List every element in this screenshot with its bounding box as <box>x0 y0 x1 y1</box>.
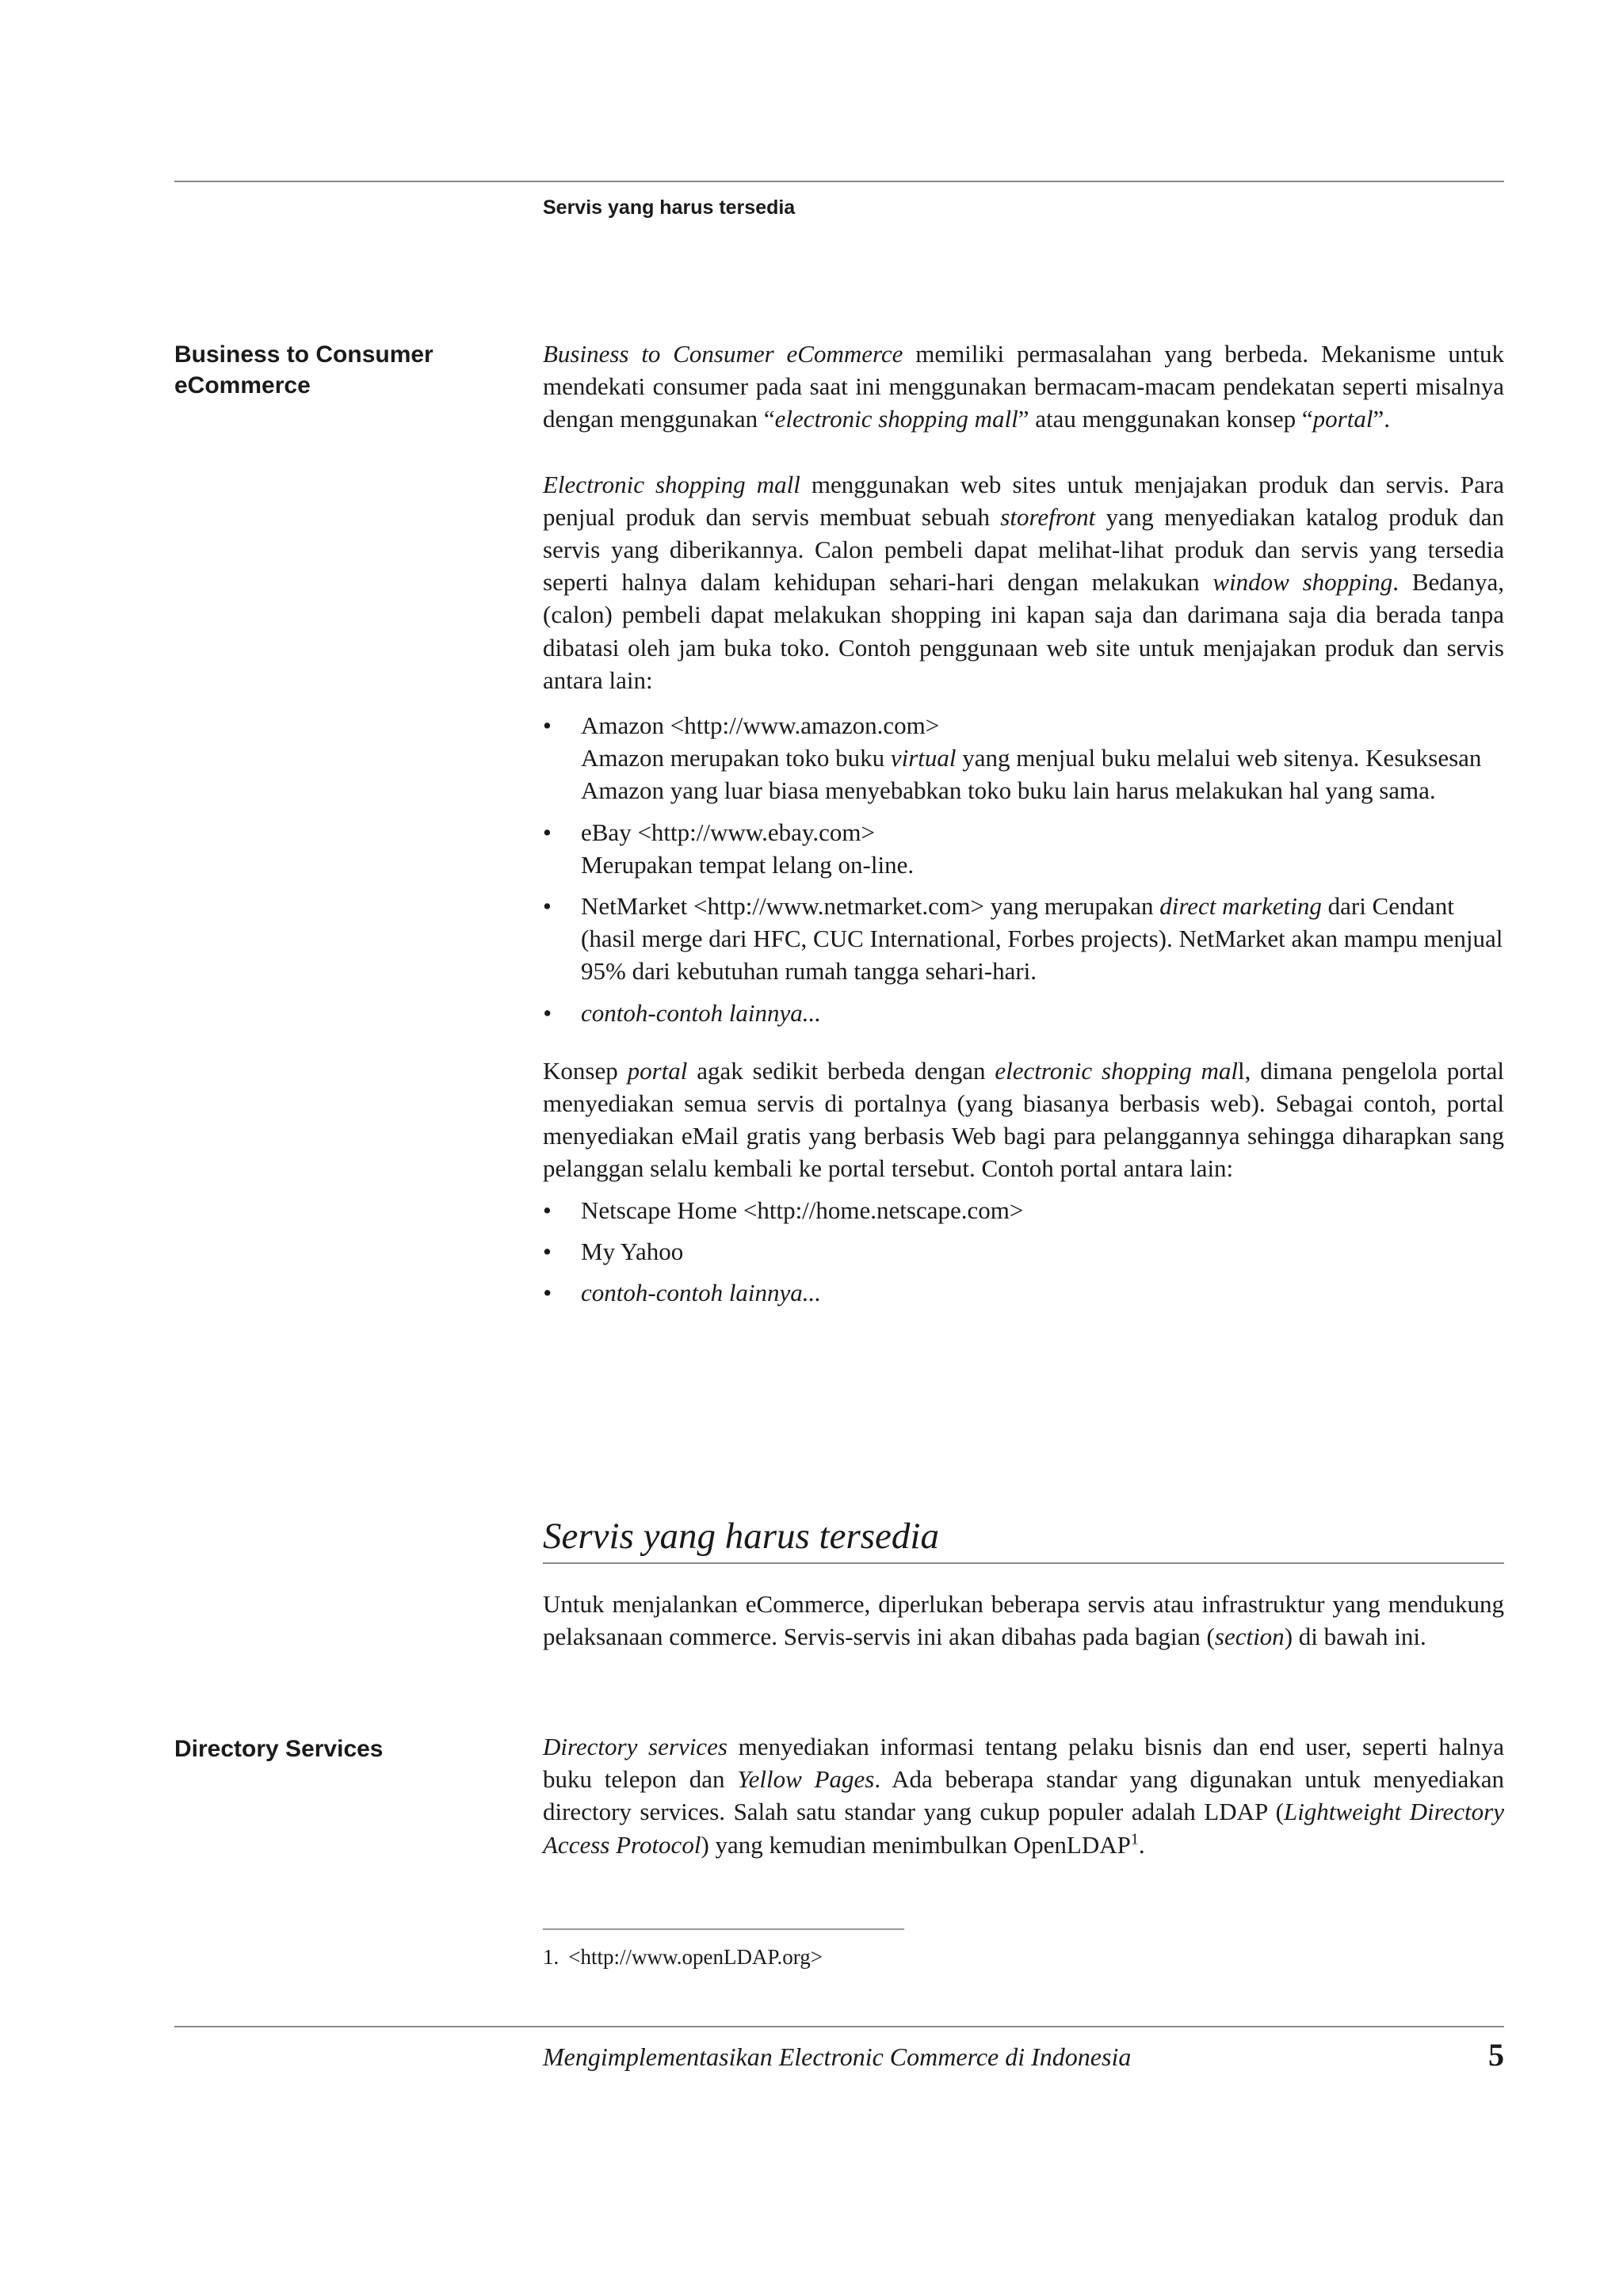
footnote-rule <box>543 1928 904 1930</box>
b2c-paragraph-3: Konsep portal agak sedikit berbeda dengan electronic shopping mall, dimana pengelola portal menyediakan semua servis di portalnya (yang biasanya berbasis web). Sebagai contoh, portal menyediakan eMail gratis yang berbasis Web bagi para pelanggannya sehingga diharapkan sang pelanggan selalu kembali ke portal tersebut. Contoh portal antara lain: <box>543 1056 1504 1183</box>
shopping-mall-examples-list <box>543 709 1504 1029</box>
footer-title: Mengimplementasikan Electronic Commerce di Indonesia <box>543 2042 1132 2071</box>
b2c-paragraph-1: Business to Consumer eCommerce memiliki permasalahan yang berbeda. Mekanisme untuk mendekati consumer pada saat ini menggunakan bermacam-macam pendekatan seperti misalnya dengan menggunakan “electronic shopping mall” atau menggunakan konsep “portal”. <box>543 340 1505 433</box>
side-heading-directory: Directory Services <box>174 1736 384 1762</box>
section-intro-paragraph: Untuk menjalankan eCommerce, diperlukan beberapa servis atau infrastruktur yang mendukung pelaksanaan commerce. Servis-servis ini akan dibahas pada bagian (section) di bawah ini. <box>543 1590 1504 1651</box>
list-item-amazon: • Amazon <http://www.amazon.com> Amazon merupakan toko buku virtual yang menjual buku melalui web sitenya. Kesuksesan Amazon yang luar biasa menyebabkan toko buku lain harus melakukan hal yang sama. <box>543 709 1504 807</box>
list-item-others: • contoh-contoh lainnya... <box>543 997 1504 1029</box>
running-head: Servis yang harus tersedia <box>543 196 796 219</box>
header-rule <box>174 181 1504 182</box>
section-intro <box>543 1588 1504 1653</box>
section-title: Servis yang harus tersedia <box>543 1512 1504 1564</box>
list-item-netmarket: • NetMarket <http://www.netmarket.com> yang merupakan direct marketing dari Cendant (hasil merge dari HFC, CUC International, Forbes projects). NetMarket akan mampu menjual 95% dari kebutuhan rumah tangga sehari-hari. <box>543 890 1504 988</box>
list-item-yahoo: • My Yahoo <box>543 1235 1504 1268</box>
footnote-number: 1. <box>543 1945 559 1969</box>
list-item-others: • contoh-contoh lainnya... <box>543 1276 1504 1309</box>
b2c-paragraph-2: Electronic shopping mall menggunakan web sites untuk menjajakan produk dan servis. Para penjual produk dan servis membuat sebuah storefront yang menyediakan katalog produk dan servis yang diberikannya. Calon pembeli dapat melihat-lihat produk dan servis yang tersedia seperti halnya dalam kehidupan sehari-hari dengan melakukan window shopping. Bedanya, (calon) pembeli dapat melakukan shopping ini kapan saja dan darimana saja dia berada tanpa dibatasi oleh jam buka toko. Contoh penggunaan web site untuk menjajakan produk dan servis antara lain: <box>543 470 1504 694</box>
directory-body <box>543 1730 1504 1861</box>
directory-paragraph: Directory services menyediakan informasi tentang pelaku bisnis dan end user, seperti halnya buku telepon dan Yellow Pages. Ada beberapa standar yang digunakan untuk menyediakan directory services. Salah satu standar yang cukup populer adalah LDAP (Lightweight Directory Access Protocol) yang kemudian menimbulkan OpenLDAP$^1$. <box>543 1733 1504 1859</box>
footer-rule <box>174 2026 1504 2027</box>
b2c-body <box>543 338 1504 1318</box>
list-item-netscape: • Netscape Home <http://home.netscape.com> <box>543 1194 1504 1226</box>
footnote-ref: 1 <box>1130 1830 1139 1848</box>
footnote <box>543 1943 823 1971</box>
side-heading-b2c: Business to Consumer eCommerce <box>174 341 433 399</box>
footnote-text: <http://www.openLDAP.org> <box>568 1945 823 1969</box>
portal-examples-list <box>543 1194 1504 1310</box>
page-number: 5 <box>1488 2037 1504 2073</box>
list-item-ebay: • eBay <http://www.ebay.com> Merupakan tempat lelang on-line. <box>543 816 1504 881</box>
